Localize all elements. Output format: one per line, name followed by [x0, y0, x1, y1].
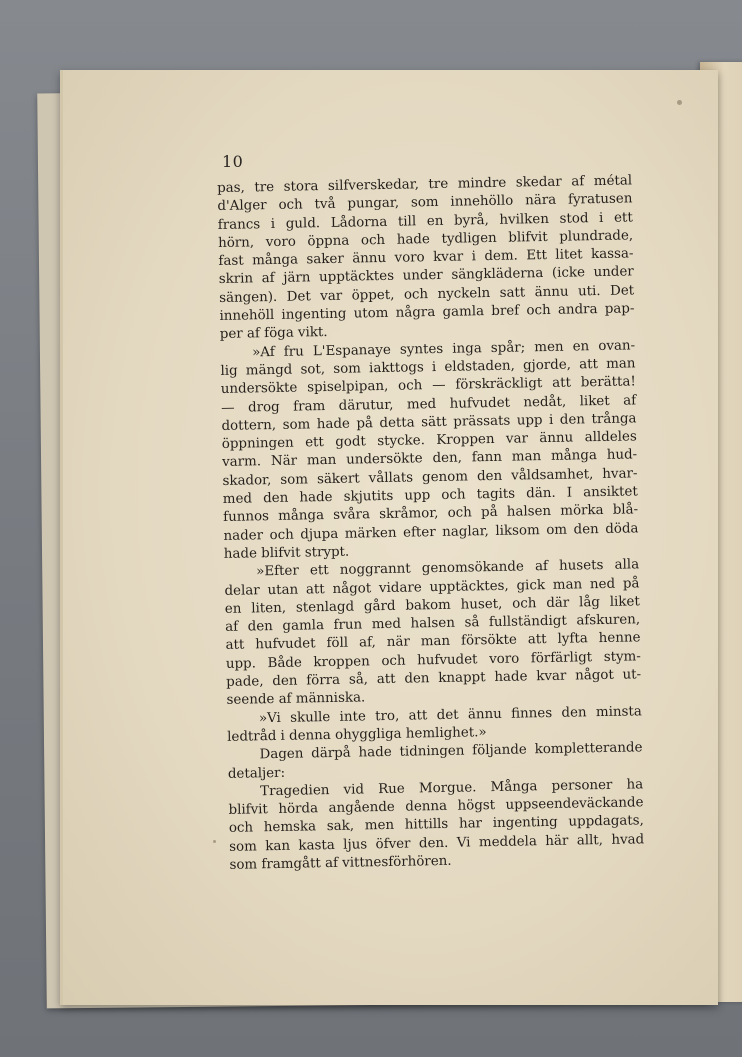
text-line: sängen). Det var öppet, och nyckeln satt ännu uti. Det — [219, 283, 635, 306]
page-number: 10 — [222, 152, 244, 171]
text-line: lig mängd sot, som iakttogs i eldstaden, gjorde, att man — [220, 356, 636, 379]
text-line: fast många saker ännu voro kvar i dem. Ett litet kassa- — [218, 246, 634, 270]
text-line: skrin af järn upptäcktes under sängkläderna (icke under — [218, 264, 634, 288]
text-line: funnos många svåra skråmor, och på halsen mörka blå- — [223, 502, 639, 526]
text-line: francs i guld. Lådorna till en byrå, hvilken stod i ett — [217, 209, 633, 233]
text-line: »Af fru L'Espanaye syntes inga spår; men en ovan- — [252, 338, 636, 361]
text-line: varm. När man undersökte den, fann man många hud- — [222, 447, 638, 471]
text-line: blifvit hörda angående denna högst uppseendeväckande — [228, 795, 644, 818]
text-line: som kan kasta ljus öfver den. Vi meddela här allt, hvad — [229, 831, 645, 855]
text-line: pade, den förra så, att den knappt hade kvar något ut- — [226, 667, 642, 690]
text-line: undersökte spiselpipan, och — förskräckligt att berätta! — [220, 374, 636, 398]
text-line: nader och djupa märken efter naglar, liksom om den döda — [223, 520, 639, 544]
text-line: Dagen därpå hade tidningen följande kompletterande — [259, 740, 643, 763]
text-line: en liten, stenlagd gård bakom huset, och där låg liket — [224, 594, 640, 617]
text-line: pas, tre stora silfverskedar, tre mindre skedar af métal — [217, 173, 633, 196]
text-line: »Vi skulle inte tro, att det ännu finnes den minsta — [258, 703, 642, 726]
text-line: hörn, voro öppna och hade tydligen blifvit plundrade, — [218, 228, 634, 251]
text-line: att hufvudet föll af, när man försökte att lyfta henne — [225, 630, 641, 654]
text-line: seende af människa. — [226, 690, 366, 709]
text-line: öppningen ett godt stycke. Kroppen var ännu alldeles — [221, 429, 637, 453]
text-line: innehöll ingenting utom några gamla bref och andra pap- — [219, 301, 635, 325]
text-line: Tragedien vid Rue Morgue. Många personer ha — [260, 777, 644, 800]
text-line: dottern, som hade på detta sätt prässats upp i den trånga — [221, 411, 637, 434]
text-line: och hemska sak, men hittills har ingenting uppdagats, — [228, 813, 644, 837]
text-line: hade blifvit strypt. — [223, 544, 350, 562]
text-line: detaljer: — [227, 765, 286, 782]
text-line: d'Alger och två pungar, som innehöllo nära fyratusen — [217, 191, 633, 215]
text-line: per af föga vikt. — [219, 325, 328, 343]
text-line: skador, som säkert vållats genom den våldsamhet, hvar- — [222, 466, 638, 489]
body-text — [217, 172, 645, 875]
text-line: delar utan att något vidare upptäcktes, gick man ned på — [224, 575, 640, 599]
text-line: upp. Både kroppen och hufvudet voro förfärligt stym- — [225, 649, 641, 672]
text-line: med den hade skjutits upp och tagits dän. I ansiktet — [222, 484, 638, 507]
foxing-spot — [213, 840, 216, 843]
text-line: som framgått af vittnesförhören. — [229, 853, 452, 873]
foxing-spot — [677, 100, 682, 105]
text-line: »Efter ett noggrannt genomsökande af husets alla — [256, 557, 640, 580]
text-line: ledtråd i denna ohyggliga hemlighet.» — [227, 725, 487, 745]
text-line: af den gamla frun med halsen så fullständigt afskuren, — [225, 612, 641, 636]
text-line: — drog fram därutur, med hufvudet nedåt, liket af — [221, 392, 637, 416]
